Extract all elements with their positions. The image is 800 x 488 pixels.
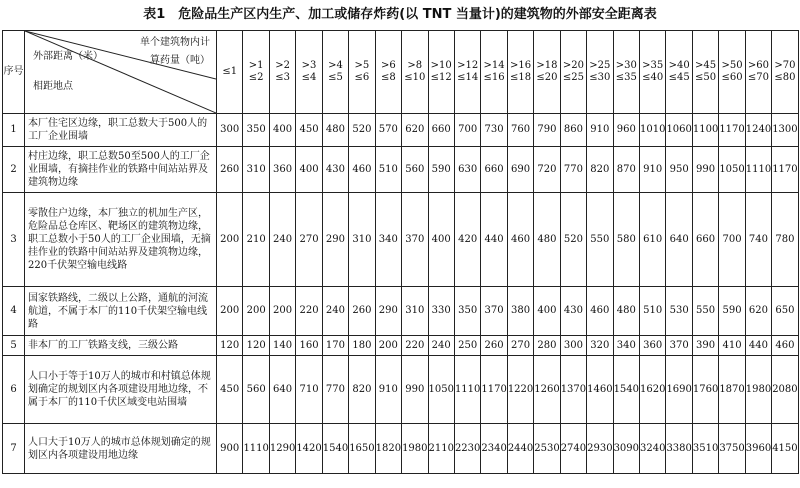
distance-value: 1420: [296, 424, 322, 474]
distance-value: 3240: [640, 424, 666, 474]
table-body: [3, 114, 799, 474]
distance-value: 1260: [534, 356, 560, 424]
range-lower: >45: [695, 60, 717, 71]
distance-value: 960: [613, 114, 639, 147]
distance-value: 250: [454, 336, 480, 356]
distance-value: 910: [640, 147, 666, 193]
range-lower: >20: [562, 60, 584, 71]
row-number: 7: [3, 424, 25, 474]
table-row: [3, 424, 799, 474]
distance-value: 350: [243, 114, 269, 147]
range-lower: >10: [430, 60, 452, 71]
distance-value: 590: [719, 287, 745, 336]
range-lower: >1: [248, 60, 264, 71]
distance-value: 160: [296, 336, 322, 356]
distance-value: 1170: [772, 147, 798, 193]
distance-value: 1290: [269, 424, 295, 474]
distance-value: 320: [587, 336, 613, 356]
distance-value: 1050: [719, 147, 745, 193]
distance-value: 990: [692, 147, 718, 193]
distance-value: 640: [666, 193, 692, 287]
distance-value: 370: [481, 287, 507, 336]
range-header: [375, 31, 401, 114]
distance-value: 2740: [560, 424, 586, 474]
distance-value: 380: [507, 287, 533, 336]
distance-value: 620: [745, 287, 771, 336]
range-upper: ≤35: [615, 72, 637, 83]
range-header: [534, 31, 560, 114]
range-header: [640, 31, 666, 114]
distance-value: 1050: [428, 356, 454, 424]
distance-value: 790: [534, 114, 560, 147]
distance-value: 3750: [719, 424, 745, 474]
distance-value: 610: [640, 193, 666, 287]
distance-value: 200: [269, 287, 295, 336]
distance-value: 910: [375, 356, 401, 424]
distance-value: 360: [640, 336, 666, 356]
range-header: [217, 31, 243, 114]
range-upper: ≤18: [509, 72, 532, 83]
distance-value: 280: [534, 336, 560, 356]
range-lower: >16: [509, 60, 532, 71]
distance-value: 220: [402, 336, 428, 356]
distance-value: 1690: [666, 356, 692, 424]
range-header: [402, 31, 428, 114]
range-upper: ≤8: [380, 72, 396, 83]
distance-value: 140: [269, 336, 295, 356]
range-header: [587, 31, 613, 114]
location-cell: 零散住户边缘，本厂独立的机加生产区，危险品总仓库区、靶场区的建筑物边缘，职工总数小于50人的工厂企业围墙，无摘挂作业的铁路中间站站界及建筑物边缘，220千伏架空输电线路: [25, 193, 217, 287]
range-header: [772, 31, 798, 114]
distance-value: 270: [296, 193, 322, 287]
distance-value: 400: [296, 147, 322, 193]
distance-value: 640: [269, 356, 295, 424]
table-title: 表1 危险品生产区内生产、加工或储存炸药(以 TNT 当量计)的建筑物的外部安全距离表: [143, 7, 657, 22]
distance-value: 3380: [666, 424, 692, 474]
distance-value: 820: [349, 356, 375, 424]
distance-value: 460: [772, 336, 798, 356]
range-lower: >12: [457, 60, 479, 71]
distance-value: 1820: [375, 424, 401, 474]
distance-value: 400: [534, 287, 560, 336]
distance-value: 430: [560, 287, 586, 336]
distance-value: 2340: [481, 424, 507, 474]
range-header: [296, 31, 322, 114]
distance-value: 2230: [454, 424, 480, 474]
table-row: [3, 147, 799, 193]
diag-label-mid: 外部距离（米）: [33, 51, 103, 62]
distance-value: 740: [745, 193, 771, 287]
range-lower: >2: [275, 60, 290, 71]
distance-value: 260: [349, 287, 375, 336]
distance-value: 200: [375, 336, 401, 356]
distance-value: 1870: [719, 356, 745, 424]
distance-value: 460: [587, 287, 613, 336]
range-upper: ≤60: [721, 72, 743, 83]
range-header: [560, 31, 586, 114]
location-cell: 人口大于10万人的城市总体规划确定的规划区内各项建设用地边缘: [25, 424, 217, 474]
distance-value: 4150: [772, 424, 798, 474]
distance-value: 410: [719, 336, 745, 356]
distance-value: 260: [217, 147, 243, 193]
distance-value: 3090: [613, 424, 639, 474]
distance-value: 240: [269, 193, 295, 287]
distance-value: 390: [692, 336, 718, 356]
range-lower: >5: [354, 60, 370, 71]
distance-value: 620: [402, 114, 428, 147]
range-header: [269, 31, 295, 114]
distance-value: 780: [772, 193, 798, 287]
distance-value: 260: [481, 336, 507, 356]
distance-value: 1170: [719, 114, 745, 147]
distance-value: 310: [349, 193, 375, 287]
distance-value: 330: [428, 287, 454, 336]
distance-value: 290: [375, 287, 401, 336]
location-cell: 本厂住宅区边缘，职工总数大于500人的工厂企业围墙: [25, 114, 217, 147]
distance-value: 530: [666, 287, 692, 336]
distance-value: 1110: [243, 424, 269, 474]
row-number: 3: [3, 193, 25, 287]
distance-value: 510: [640, 287, 666, 336]
distance-value: 2530: [534, 424, 560, 474]
header-row: [3, 31, 799, 114]
range-header: [666, 31, 692, 114]
range-upper: ≤20: [536, 72, 558, 83]
range-upper: ≤30: [589, 72, 611, 83]
range-header: [745, 31, 771, 114]
range-header: [322, 31, 348, 114]
range-header: [613, 31, 639, 114]
distance-value: 310: [243, 147, 269, 193]
range-lower: >25: [589, 60, 611, 71]
range-upper: ≤25: [562, 72, 584, 83]
range-lower: >35: [642, 60, 664, 71]
distance-value: 1100: [692, 114, 718, 147]
range-lower: >30: [615, 60, 637, 71]
distance-value: 550: [587, 193, 613, 287]
range-lower: >3: [301, 60, 317, 71]
range-upper: ≤45: [668, 72, 690, 83]
distance-value: 400: [269, 114, 295, 147]
distance-value: 660: [428, 114, 454, 147]
distance-value: 120: [243, 336, 269, 356]
distance-value: 450: [296, 114, 322, 147]
distance-value: 370: [666, 336, 692, 356]
range-header: [243, 31, 269, 114]
distance-value: 2080: [772, 356, 798, 424]
distance-value: 420: [454, 193, 480, 287]
distance-value: 1170: [481, 356, 507, 424]
distance-value: 480: [322, 114, 348, 147]
distance-value: 1650: [349, 424, 375, 474]
distance-value: 200: [217, 193, 243, 287]
distance-value: 340: [375, 193, 401, 287]
distance-value: 2930: [587, 424, 613, 474]
distance-value: 2440: [507, 424, 533, 474]
row-number: 4: [3, 287, 25, 336]
table-row: [3, 287, 799, 336]
distance-value: 630: [454, 147, 480, 193]
distance-value: 440: [745, 336, 771, 356]
distance-value: 300: [217, 114, 243, 147]
range-upper: ≤14: [457, 72, 479, 83]
distance-value: 1460: [587, 356, 613, 424]
diag-label-bottom: 相距地点: [33, 81, 73, 92]
distance-value: 400: [428, 193, 454, 287]
distance-value: 3510: [692, 424, 718, 474]
distance-value: 1060: [666, 114, 692, 147]
range-upper: ≤3: [275, 72, 290, 83]
diagonal-header: [25, 31, 217, 114]
distance-value: 990: [402, 356, 428, 424]
distance-value: 660: [481, 147, 507, 193]
range-upper: ≤5: [328, 72, 343, 83]
range-upper: ≤40: [642, 72, 664, 83]
distance-value: 240: [428, 336, 454, 356]
distance-value: 1370: [560, 356, 586, 424]
row-number: 1: [3, 114, 25, 147]
distance-value: 180: [349, 336, 375, 356]
range-lower: >6: [380, 60, 396, 71]
distance-value: 3960: [745, 424, 771, 474]
range-upper: ≤16: [483, 72, 505, 83]
location-cell: 人口小于等于10万人的城市和村镇总体规划确定的规划区内各项建设用地边缘，不属于本厂的110千伏区域变电站围墙: [25, 356, 217, 424]
range-upper: ≤10: [404, 72, 426, 83]
distance-value: 900: [217, 424, 243, 474]
distance-value: 560: [402, 147, 428, 193]
safety-distance-table: [2, 30, 799, 474]
diag-label-top1: 单个建筑物内计: [140, 37, 210, 48]
distance-value: 520: [349, 114, 375, 147]
row-number: 5: [3, 336, 25, 356]
distance-value: 700: [454, 114, 480, 147]
range-lower: >4: [328, 60, 343, 71]
distance-value: 730: [481, 114, 507, 147]
location-cell: 村庄边缘，职工总数50至500人的工厂企业围墙，有摘挂作业的铁路中间站站界及建筑物边缘: [25, 147, 217, 193]
table-row: [3, 114, 799, 147]
seq-header: 序号: [3, 31, 25, 114]
distance-value: 270: [507, 336, 533, 356]
row-number: 6: [3, 356, 25, 424]
table-row: [3, 356, 799, 424]
range-lower: ≤1: [222, 66, 238, 77]
distance-value: 370: [402, 193, 428, 287]
range-header: [692, 31, 718, 114]
distance-value: 200: [243, 287, 269, 336]
distance-value: 440: [481, 193, 507, 287]
distance-value: 510: [375, 147, 401, 193]
range-upper: ≤80: [774, 72, 796, 83]
range-header: [428, 31, 454, 114]
range-lower: >50: [721, 60, 743, 71]
range-header: [454, 31, 480, 114]
range-lower: >18: [536, 60, 558, 71]
distance-value: 200: [217, 287, 243, 336]
range-header: [349, 31, 375, 114]
distance-value: 300: [560, 336, 586, 356]
distance-value: 870: [613, 147, 639, 193]
distance-value: 660: [692, 193, 718, 287]
diag-label-top2: 算药量（吨）: [150, 55, 210, 66]
range-lower: >14: [483, 60, 505, 71]
distance-value: 700: [719, 193, 745, 287]
distance-value: 240: [322, 287, 348, 336]
distance-value: 560: [243, 356, 269, 424]
distance-value: 1980: [745, 356, 771, 424]
distance-value: 1220: [507, 356, 533, 424]
range-upper: ≤70: [747, 72, 770, 83]
distance-value: 120: [217, 336, 243, 356]
range-upper: ≤12: [430, 72, 452, 83]
location-cell: 非本厂的工厂铁路支线，三级公路: [25, 336, 217, 356]
distance-value: 770: [560, 147, 586, 193]
range-header: [507, 31, 533, 114]
distance-value: 1760: [692, 356, 718, 424]
distance-value: 1010: [640, 114, 666, 147]
range-header: [719, 31, 745, 114]
distance-value: 480: [534, 193, 560, 287]
distance-value: 350: [454, 287, 480, 336]
distance-value: 590: [428, 147, 454, 193]
location-cell: 国家铁路线，二级以上公路，通航的河流航道，不属于本厂的110千伏架空输电线路: [25, 287, 217, 336]
distance-value: 360: [269, 147, 295, 193]
distance-value: 450: [217, 356, 243, 424]
distance-value: 580: [613, 193, 639, 287]
range-lower: >70: [774, 60, 796, 71]
range-upper: ≤4: [301, 72, 317, 83]
distance-value: 460: [507, 193, 533, 287]
distance-value: 760: [507, 114, 533, 147]
range-lower: >8: [407, 60, 423, 71]
range-header: [481, 31, 507, 114]
distance-value: 290: [322, 193, 348, 287]
range-lower: >60: [747, 60, 770, 71]
distance-value: 1110: [745, 147, 771, 193]
distance-value: 340: [613, 336, 639, 356]
distance-value: 310: [402, 287, 428, 336]
range-lower: >40: [668, 60, 690, 71]
distance-value: 430: [322, 147, 348, 193]
distance-value: 1540: [613, 356, 639, 424]
distance-value: 950: [666, 147, 692, 193]
row-number: 2: [3, 147, 25, 193]
distance-value: 1300: [772, 114, 798, 147]
distance-value: 460: [349, 147, 375, 193]
distance-value: 650: [772, 287, 798, 336]
distance-value: 1620: [640, 356, 666, 424]
table-row: [3, 336, 799, 356]
distance-value: 720: [534, 147, 560, 193]
distance-value: 170: [322, 336, 348, 356]
distance-value: 480: [613, 287, 639, 336]
distance-value: 770: [322, 356, 348, 424]
distance-value: 1980: [402, 424, 428, 474]
distance-value: 910: [587, 114, 613, 147]
distance-value: 1240: [745, 114, 771, 147]
distance-value: 820: [587, 147, 613, 193]
distance-value: 550: [692, 287, 718, 336]
distance-value: 220: [296, 287, 322, 336]
distance-value: 860: [560, 114, 586, 147]
distance-value: 710: [296, 356, 322, 424]
distance-value: 1540: [322, 424, 348, 474]
distance-value: 570: [375, 114, 401, 147]
distance-value: 520: [560, 193, 586, 287]
distance-value: 210: [243, 193, 269, 287]
range-upper: ≤50: [695, 72, 717, 83]
range-upper: ≤2: [248, 72, 264, 83]
distance-value: 1110: [454, 356, 480, 424]
range-upper: ≤6: [354, 72, 370, 83]
table-row: [3, 193, 799, 287]
distance-value: 690: [507, 147, 533, 193]
distance-value: 2110: [428, 424, 454, 474]
